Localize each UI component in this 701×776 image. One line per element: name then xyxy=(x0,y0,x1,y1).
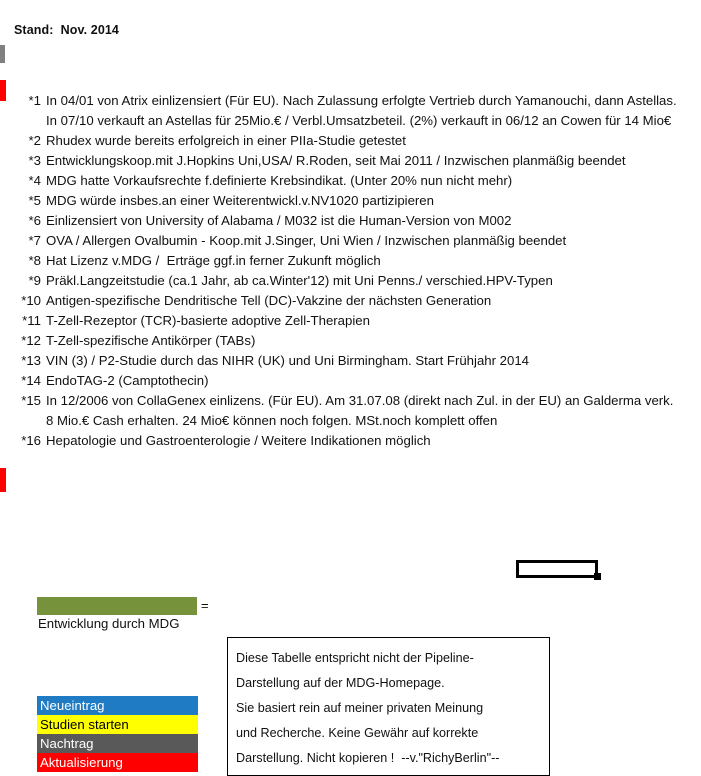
footnote-row xyxy=(0,273,701,293)
footnote-text: T-Zell-spezifische Antikörper (TABs) xyxy=(46,333,256,348)
footnote-text: Hepatologie und Gastroenterologie / Weitere Indikationen möglich xyxy=(46,433,431,448)
legend-item-neueintrag: Neueintrag xyxy=(37,696,198,715)
footnote-marker: *10 xyxy=(21,293,41,308)
footnote-marker: *6 xyxy=(28,213,41,228)
footnote-marker: *8 xyxy=(28,253,41,268)
footnote-continuation-line xyxy=(0,113,701,133)
footnote-row xyxy=(0,133,701,153)
footnote-text: OVA / Allergen Ovalbumin - Koop.mit J.Singer, Uni Wien / Inzwischen planmäßig beendet xyxy=(46,233,567,248)
footnote-text: Entwicklungskoop.mit J.Hopkins Uni,USA/ R.Roden, seit Mai 2011 / Inzwischen planmäßig beendet xyxy=(46,153,626,168)
footnote-row xyxy=(0,373,701,393)
footnote-marker: *2 xyxy=(28,133,41,148)
footnote-text: In 04/01 von Atrix einlizensiert (Für EU). Nach Zulassung erfolgte Vertrieb durch Yamanouchi, dann Astellas. xyxy=(46,93,677,108)
footnote-text: MDG würde insbes.an einer Weiterentwickl.v.NV1020 partizipieren xyxy=(46,193,434,208)
footnote-row xyxy=(0,353,701,373)
footnote-row xyxy=(0,333,701,353)
footnote-text: 8 Mio.€ Cash erhalten. 24 Mio€ können noch folgen. MSt.noch komplett offen xyxy=(46,413,498,428)
footnote-row xyxy=(0,233,701,253)
green-key-caption: Entwicklung durch MDG xyxy=(38,616,180,631)
footnote-marker: *1 xyxy=(28,93,41,108)
footnote-marker: *9 xyxy=(28,273,41,288)
footnote-marker: *5 xyxy=(28,193,41,208)
footnote-row xyxy=(0,393,701,413)
edge-change-marker-red-lower xyxy=(0,468,6,492)
footnote-row xyxy=(0,93,701,113)
disclaimer-line: Darstellung. Nicht kopieren ! --v."RichyBerlin"-- xyxy=(236,751,500,765)
footnote-row xyxy=(0,433,701,453)
footnote-row xyxy=(0,213,701,233)
footnote-text: Antigen-spezifische Dendritische Tell (DC)-Vakzine der nächsten Generation xyxy=(46,293,492,308)
footnote-continuation-line xyxy=(0,413,701,433)
disclaimer-line: Darstellung auf der MDG-Homepage. xyxy=(236,676,445,690)
footnote-marker: *16 xyxy=(21,433,41,448)
disclaimer-line: Diese Tabelle entspricht nicht der Pipeline- xyxy=(236,651,474,665)
footnote-marker: *11 xyxy=(22,313,41,328)
footnote-list xyxy=(0,93,701,453)
footnote-row xyxy=(0,193,701,213)
disclaimer-line: und Recherche. Keine Gewähr auf korrekte xyxy=(236,726,479,740)
disclaimer-note-box xyxy=(227,637,550,776)
footnote-text: T-Zell-Rezeptor (TCR)-basierte adoptive Zell-Therapien xyxy=(46,313,370,328)
footnote-row xyxy=(0,313,701,333)
color-legend xyxy=(37,696,198,772)
disclaimer-line: Sie basiert rein auf meiner privaten Meinung xyxy=(236,701,484,715)
footnote-text: Einlizensiert von University of Alabama / M032 ist die Human-Version von M002 xyxy=(46,213,512,228)
footnote-marker: *13 xyxy=(21,353,41,368)
footnote-marker: *12 xyxy=(21,333,41,348)
footnote-text: MDG hatte Vorkaufsrechte f.definierte Krebsindikat. (Unter 20% nun nicht mehr) xyxy=(46,173,513,188)
footnote-row xyxy=(0,293,701,313)
footnote-row xyxy=(0,153,701,173)
legend-item-aktualisierung: Aktualisierung xyxy=(37,753,198,772)
legend-item-studien-starten: Studien starten xyxy=(37,715,198,734)
footnote-text: Präkl.Langzeitstudie (ca.1 Jahr, ab ca.Winter'12) mit Uni Penns./ verschied.HPV-Typen xyxy=(46,273,553,288)
footnote-marker: *4 xyxy=(28,173,41,188)
footnote-marker: *3 xyxy=(28,153,41,168)
footnote-marker: *15 xyxy=(21,393,41,408)
green-key-swatch xyxy=(37,597,197,615)
footnote-text: VIN (3) / P2-Studie durch das NIHR (UK) und Uni Birmingham. Start Frühjahr 2014 xyxy=(46,353,529,368)
footnote-text: In 07/10 verkauft an Astellas für 25Mio.€ / Verbl.Umsatzbeteil. (2%) verkauft in 06/12 an Cowen für 14 Mio€ xyxy=(46,113,672,128)
footnote-row xyxy=(0,173,701,193)
footnote-marker: *7 xyxy=(28,233,41,248)
shape-resize-handle[interactable] xyxy=(594,573,601,580)
footnote-marker: *14 xyxy=(21,373,41,388)
footnote-text: Rhudex wurde bereits erfolgreich in einer PIIa-Studie getestet xyxy=(46,133,406,148)
footnote-text: In 12/2006 von CollaGenex einlizens. (Für EU). Am 31.07.08 (direkt nach Zul. in der EU) an Galderma verk. xyxy=(46,393,674,408)
stand-date-label: Stand: Nov. 2014 xyxy=(14,23,119,37)
legend-item-nachtrag: Nachtrag xyxy=(37,734,198,753)
footnote-row xyxy=(0,253,701,273)
empty-rectangle-shape[interactable] xyxy=(516,560,598,578)
edge-change-marker-gray xyxy=(0,45,5,63)
green-key-equals-sign: = xyxy=(201,598,209,613)
footnote-text: Hat Lizenz v.MDG / Erträge ggf.in ferner Zukunft möglich xyxy=(46,253,381,268)
footnote-text: EndoTAG-2 (Camptothecin) xyxy=(46,373,209,388)
